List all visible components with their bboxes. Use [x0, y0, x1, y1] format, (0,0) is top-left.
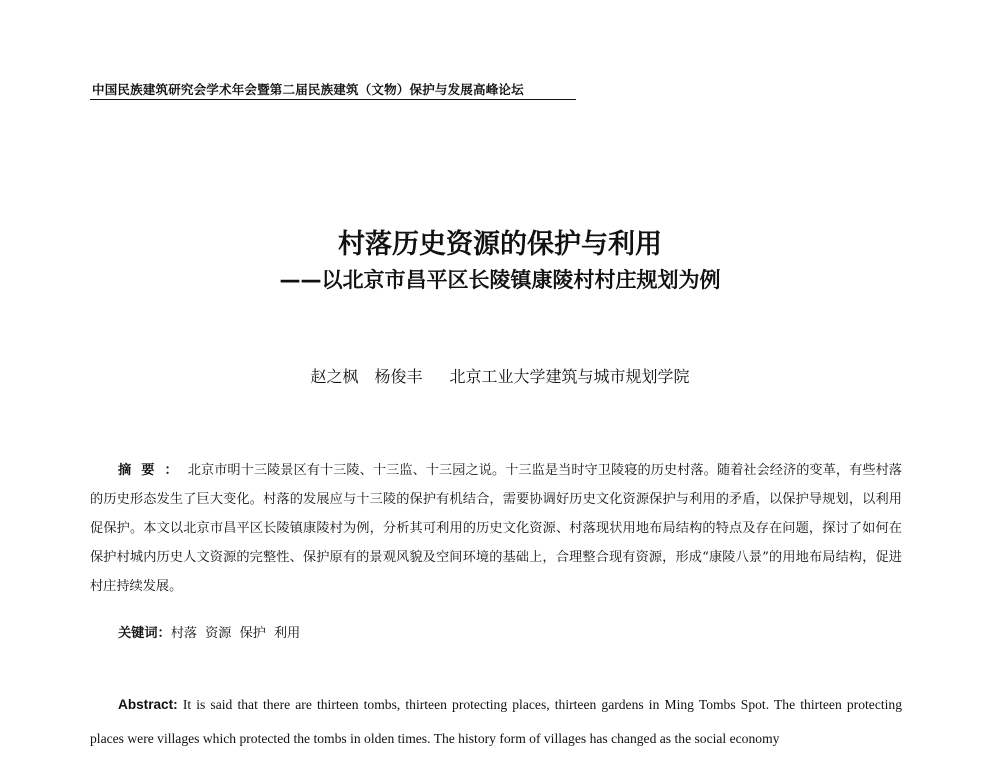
abstract-chinese — [90, 456, 902, 601]
abstract-english — [90, 688, 902, 756]
keyword-item: 村落 — [170, 626, 198, 641]
keyword-item: 保护 — [239, 626, 266, 641]
paper-subtitle: ——以北京市昌平区长陵镇康陵村村庄规划为例 — [279, 268, 721, 292]
keyword-item: 利用 — [273, 626, 301, 641]
keywords-line — [118, 622, 308, 641]
running-header: 中国民族建筑研究会学术年会暨第二届民族建筑（文物）保护与发展高峰论坛 — [92, 82, 524, 97]
keyword-item: 资源 — [205, 626, 232, 641]
paper-title: 村落历史资源的保护与利用 — [338, 229, 662, 260]
author-affiliation: 北京工业大学建筑与城市规划学院 — [449, 367, 690, 386]
header-rule — [90, 99, 576, 100]
abstract-english-text: It is said that there are thirteen tombs, thirteen protecting places, thirteen gardens in Ming Tombs Spot. The thirteen protecting places were villages which protected the tombs in olden times. The history form of villages has changed as the social economy — [90, 697, 902, 746]
abstract-chinese-text: 北京市明十三陵景区有十三陵、十三监、十三园之说。十三监是当时守卫陵寝的历史村落。随着社会经济的变革，有些村落的历史形态发生了巨大变化。村落的发展应与十三陵的保护有机结合，需要协调好历史文化资源保护与利用的矛盾，以保护导规划，以利用促保护。本文以北京市昌平区长陵镇康陵村为例，分析其可利用的历史文化资源、村落现状用地布局结构的特点及存在问题，探讨了如何在保护村城内历史人文资源的完整性、保护原有的景观风貌及空间环境的基础上，合理整合现有资源，形成“康陵八景”的用地布局结构，促进村庄持续发展。 — [90, 463, 902, 594]
keywords-label: 关键词： — [118, 626, 171, 641]
abstract-english-label: Abstract: — [118, 697, 178, 712]
author-names: 赵之枫 杨俊丰 — [310, 367, 423, 386]
author-line — [0, 364, 1000, 387]
abstract-chinese-label: 摘要： — [118, 463, 188, 478]
